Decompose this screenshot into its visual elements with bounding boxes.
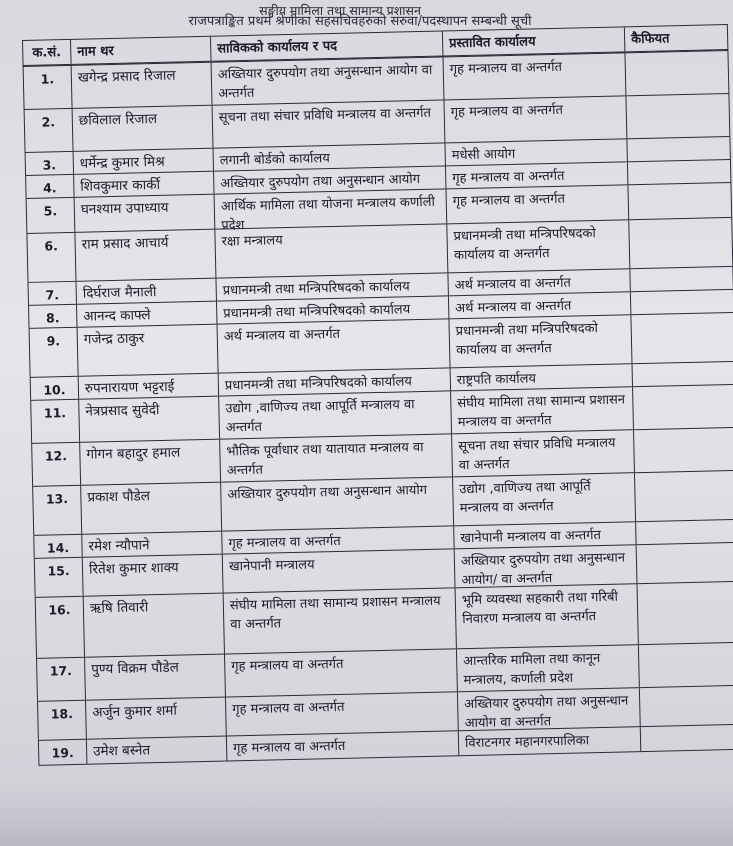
row-remarks xyxy=(638,643,733,687)
header-old-office: साविकको कार्यालय र पद xyxy=(210,31,442,60)
row-old-office: सूचना तथा संचार प्रविधि मन्त्रालय वा अन्तर्गत xyxy=(212,100,445,147)
row-sn: 16. xyxy=(35,597,84,658)
row-sn: 3. xyxy=(25,152,73,175)
header-new-office: प्रस्तावित कार्यालय xyxy=(442,27,624,55)
row-old-office: भौतिक पूर्वाधार तथा यातायात मन्त्रालय वा अन्तर्गत xyxy=(219,434,452,481)
row-new-office: अर्थ मन्त्रालय वा अन्तर्गत xyxy=(448,292,630,318)
row-new-office: गृह मन्त्रालय वा अन्तर्गत xyxy=(445,185,628,223)
row-new-office: उद्योग ,वाणिज्य तथा आपूर्ति मन्त्रालय वा अन्तर्गत xyxy=(452,473,635,525)
row-new-office: अख्तियार दुरुपयोग तथा अनुसन्धान आयोग/ वा अन्तर्गत xyxy=(454,545,637,587)
photo-shadow xyxy=(0,786,733,846)
row-sn: 2. xyxy=(24,109,73,152)
row-remarks xyxy=(634,471,733,521)
row-new-office: प्रधानमन्त्री तथा मन्त्रिपरिषदको कार्यालय वा अन्तर्गत xyxy=(448,315,631,367)
row-old-office: प्रधानमन्त्री तथा मन्त्रिपरिषदको कार्यालय xyxy=(215,273,447,300)
row-old-office: उद्योग ,वाणिज्य तथा आपूर्ति मन्त्रालय वा अन्तर्गत xyxy=(218,391,451,438)
row-name: उमेश बस्नेत xyxy=(86,737,227,764)
row-name: प्रकाश पौडेल xyxy=(80,483,221,534)
row-remarks xyxy=(624,51,729,95)
row-name: पुण्य विक्रम पौडेल xyxy=(84,655,225,700)
row-new-office: गृह मन्त्रालय वा अन्तर्गत xyxy=(443,53,626,99)
row-sn: 8. xyxy=(28,305,76,328)
row-name: दिर्घराज मैनाली xyxy=(76,279,216,304)
row-sn: 17. xyxy=(36,658,85,701)
row-remarks xyxy=(625,94,730,138)
row-new-office: भूमि व्यवस्था सहकारी तथा गरिबी निवारण मन्त्रालय वा अन्तर्गत xyxy=(455,584,638,648)
row-sn: 5. xyxy=(26,198,75,233)
row-sn: 7. xyxy=(28,282,76,305)
row-name: शिवकुमार कार्की xyxy=(73,172,213,197)
row-old-office: गृह मन्त्रालय वा अन्तर्गत xyxy=(226,731,458,760)
row-remarks xyxy=(632,362,733,386)
row-old-office: खानेपानी मन्त्रालय xyxy=(222,549,455,592)
row-remarks xyxy=(637,582,733,644)
row-old-office: प्रधानमन्त्री तथा मन्त्रिपरिषदको कार्यालय xyxy=(216,296,448,323)
transfer-table xyxy=(22,24,733,766)
row-sn: 6. xyxy=(26,233,75,282)
row-remarks xyxy=(633,428,733,472)
row-new-office: गृह मन्त्रालय वा अन्तर्गत xyxy=(443,96,626,142)
row-name: नेत्रप्रसाद सुवेदी xyxy=(78,397,219,442)
row-remarks xyxy=(626,137,730,161)
row-old-office: अर्थ मन्त्रालय वा अन्तर्गत xyxy=(217,319,450,372)
row-old-office: गृह मन्त्रालय वा अन्तर्गत xyxy=(225,692,458,735)
row-sn: 19. xyxy=(38,740,87,765)
row-name: घनश्याम उपाध्याय xyxy=(74,195,215,232)
row-sn: 9. xyxy=(29,328,78,377)
row-sn: 1. xyxy=(23,66,72,109)
header-name: नाम थर xyxy=(70,37,211,64)
row-old-office: अख्तियार दुरुपयोग तथा अनुसन्धान आयोग xyxy=(220,477,453,530)
row-old-office: गृह मन्त्रालय वा अन्तर्गत xyxy=(224,649,457,696)
row-new-office: मधेसी आयोग xyxy=(444,139,626,165)
row-sn: 14. xyxy=(33,535,81,558)
row-remarks xyxy=(627,160,731,184)
row-name: राम प्रसाद आचार्य xyxy=(74,230,215,281)
row-sn: 18. xyxy=(37,701,86,740)
row-old-office: आर्थिक मामिला तथा योजना मन्त्रालय कर्णाली प्रदेश xyxy=(214,189,447,228)
row-name: गजेन्द्र ठाकुर xyxy=(77,325,218,376)
row-name: गोगन बहादुर हमाल xyxy=(79,440,220,485)
row-name: रुपनारायण भट्टराई xyxy=(78,374,218,399)
row-remarks xyxy=(630,290,733,314)
row-name: रितेश कुमार शाक्य xyxy=(82,555,223,596)
row-name: अर्जुन कुमार शर्मा xyxy=(85,698,226,739)
row-new-office: अर्थ मन्त्रालय वा अन्तर्गत xyxy=(447,269,629,295)
row-name: छविलाल रिजाल xyxy=(72,106,213,151)
row-new-office: विराटनगर महानगरपालिका xyxy=(458,727,640,755)
row-remarks xyxy=(640,725,733,751)
row-new-office: सूचना तथा संचार प्रविधि मन्त्रालय वा अन्तर्गत xyxy=(451,430,634,476)
row-remarks xyxy=(629,267,733,291)
row-name: खगेन्द्र प्रसाद रिजाल xyxy=(71,63,212,108)
row-old-office: प्रधानमन्त्री तथा मन्त्रिपरिषदको कार्यालय xyxy=(218,368,450,395)
row-remarks xyxy=(628,218,733,268)
row-remarks xyxy=(639,686,733,726)
row-sn: 12. xyxy=(31,443,80,486)
row-new-office: गृह मन्त्रालय वा अन्तर्गत xyxy=(445,162,627,188)
row-old-office: रक्षा मन्त्रालय xyxy=(214,224,447,277)
row-name: आनन्द काफ्ले xyxy=(76,302,216,327)
row-remarks xyxy=(632,385,733,429)
row-remarks xyxy=(636,543,733,583)
row-sn: 4. xyxy=(25,175,73,198)
row-name: रमेश न्यौपाने xyxy=(81,532,221,557)
row-old-office: संघीय मामिला तथा सामान्य प्रशासन मन्त्रालय वा अन्तर्गत xyxy=(223,588,456,653)
header-sn: क.सं. xyxy=(22,40,71,65)
row-remarks xyxy=(627,183,732,219)
row-old-office: अख्तियार दुरुपयोग तथा अनुसन्धान आयोग xyxy=(213,166,445,193)
row-name: ऋषि तिवारी xyxy=(83,594,224,657)
row-remarks xyxy=(635,520,733,544)
row-new-office: राष्ट्रपति कार्यालय xyxy=(450,364,632,390)
row-sn: 10. xyxy=(30,377,78,400)
row-new-office: आन्तरिक मामिला तथा कानून मन्त्रालय, कर्णाली प्रदेश xyxy=(456,645,639,691)
row-sn: 11. xyxy=(30,400,79,443)
row-old-office: लगानी बोर्डको कार्यालय xyxy=(213,143,445,170)
heading-title: राजपत्राङ्कित प्रथम श्रेणीका सहसचिवहरुको सरुवा/पदस्थापन सम्बन्धी सूची xyxy=(188,14,532,29)
row-sn: 13. xyxy=(32,486,81,535)
row-new-office: प्रधानमन्त्री तथा मन्त्रिपरिषदको कार्यालय वा अन्तर्गत xyxy=(446,220,629,272)
heading-ministry: सङ्घीय मामिला तथा सामान्य प्रशासन xyxy=(259,3,421,18)
row-new-office: संघीय मामिला तथा सामान्य प्रशासन मन्त्रालय वा अन्तर्गत xyxy=(450,387,633,433)
row-new-office: खानेपानी मन्त्रालय वा अन्तर्गत xyxy=(453,522,635,548)
row-new-office: अख्तियार दुरुपयोग तथा अनुसन्धान आयोग वा अन्तर्गत xyxy=(457,688,640,730)
row-old-office: अख्तियार दुरुपयोग तथा अनुसन्धान आयोग वा अन्तर्गत xyxy=(211,57,444,104)
table-body xyxy=(23,50,733,766)
row-name: धर्मेन्द्र कुमार मिश्र xyxy=(73,149,213,174)
row-remarks xyxy=(630,313,733,363)
row-old-office: गृह मन्त्रालय वा अन्तर्गत xyxy=(221,526,453,553)
row-sn: 15. xyxy=(34,558,83,597)
header-remarks: कैफियत xyxy=(624,25,729,51)
